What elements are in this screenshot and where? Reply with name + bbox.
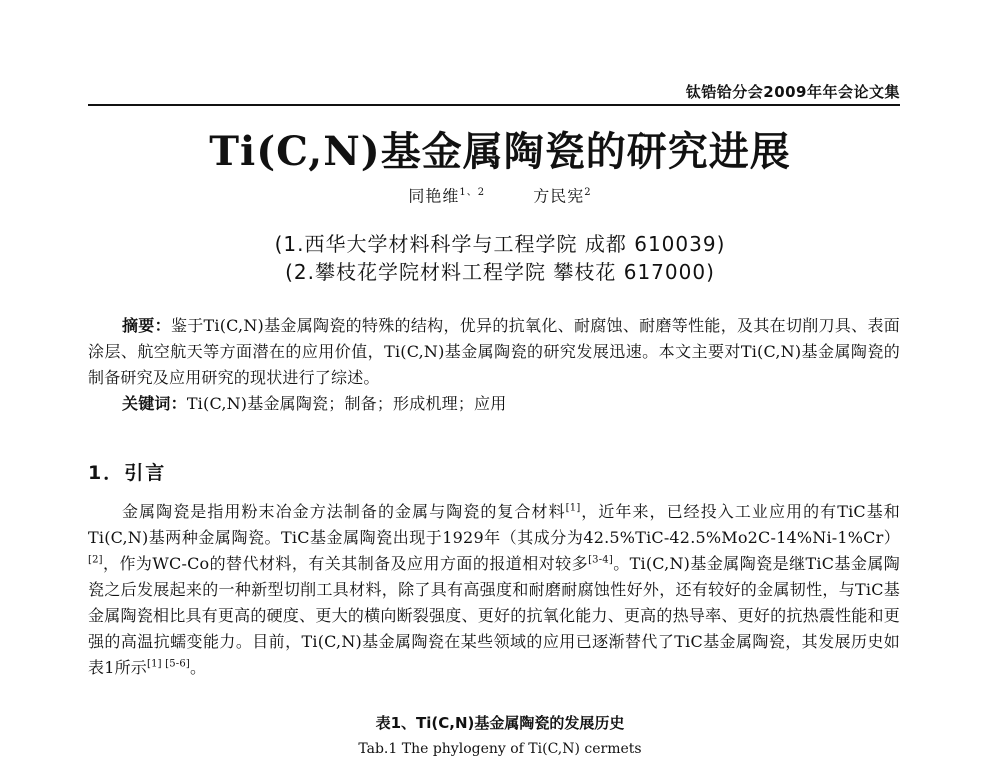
citation: [3-4] bbox=[588, 554, 613, 566]
table-caption-cn: 表1、Ti(C,N)基金属陶瓷的发展历史 bbox=[375, 714, 625, 732]
section-heading: 1．引言 bbox=[88, 462, 167, 484]
keywords bbox=[88, 391, 900, 417]
abstract bbox=[88, 313, 900, 391]
author-line bbox=[0, 183, 1000, 206]
author-name: 方民宪 bbox=[533, 186, 585, 206]
abstract-text: 鉴于Ti(C,N)基金属陶瓷的特殊的结构，优异的抗氧化、耐腐蚀、耐磨等性能，及其在切削刀具、表面涂层、航空航天等方面潜在的应用价值，Ti(C,N)基金属陶瓷的研究发展迅速。本文主要对Ti(C,N)基金属陶瓷的制备研究及应用研究的现状进行了综述。 bbox=[88, 316, 900, 387]
author-affil-marks: 1、2 bbox=[459, 187, 486, 198]
text-segment: ，作为WC-Co的替代材料，有关其制备及应用方面的报道相对较多 bbox=[102, 554, 589, 573]
proceedings-header: 钛锆铪分会2009年年会论文集 bbox=[685, 83, 900, 101]
abstract-label: 摘要： bbox=[122, 316, 171, 335]
header-rule bbox=[88, 104, 900, 106]
paper-title: Ti(C,N)基金属陶瓷的研究进展 bbox=[209, 128, 791, 175]
author-name: 同艳维 bbox=[408, 186, 460, 206]
text-segment: 。Ti(C,N)基金属陶瓷是继TiC基金属陶瓷之后发展起来的一种新型切削工具材料，除了具有高强度和耐磨耐腐蚀性好外，还有较好的金属韧性，与TiC基金属陶瓷相比具有更高的硬度、更大的横向断裂强度、更好的抗氧化能力、更高的热导率、更好的抗热震性能和更强的高温抗蠕变能力。目前，Ti(C,N)基金属陶瓷在某些领域的应用已逐渐替代了TiC基金属陶瓷，其发展历史如表1所示 bbox=[88, 554, 900, 677]
text-segment: ，近年来，已经投入工业应用的有TiC基和Ti(C,N)基两种金属陶瓷。TiC基金属陶瓷出现于1929年（其成分为42.5%TiC-42.5%Mo2C-14%Ni-1%Cr） bbox=[88, 502, 900, 547]
affiliation-1: (1.西华大学材料科学与工程学院 成都 610039) bbox=[274, 232, 726, 256]
text-segment: 。 bbox=[190, 658, 207, 677]
citation: [2] bbox=[88, 554, 103, 566]
keywords-text: Ti(C,N)基金属陶瓷；制备；形成机理；应用 bbox=[186, 394, 507, 413]
citation: [1] [5-6] bbox=[146, 658, 191, 670]
intro-paragraph bbox=[88, 499, 900, 681]
author-affil-marks: 2 bbox=[584, 187, 592, 198]
text-segment: 金属陶瓷是指用粉末冶金方法制备的金属与陶瓷的复合材料 bbox=[122, 502, 566, 521]
table-caption-en: Tab.1 The phylogeny of Ti(C,N) cermets bbox=[358, 741, 642, 757]
affiliation-2: (2.攀枝花学院材料工程学院 攀枝花 617000) bbox=[285, 260, 715, 284]
citation: [1] bbox=[565, 502, 581, 514]
keywords-label: 关键词： bbox=[122, 394, 187, 413]
